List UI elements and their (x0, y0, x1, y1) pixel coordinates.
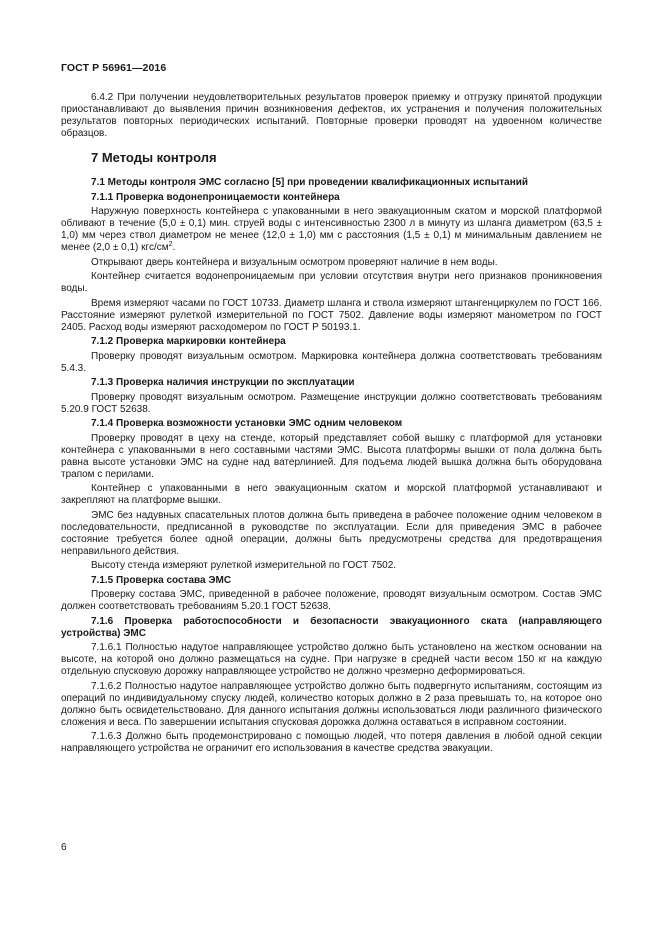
paragraph-7-1-4-b: Контейнер с упакованными в него эвакуационным скатом и морской платформой устанавливают и закрепляют на платформе вышки. (61, 483, 602, 506)
paragraph-7-1-6-2: 7.1.6.2 Полностью надутое направляющее устройство должно быть подвергнуто испытаниям, состоящим из операций по индивидуальному спуску людей, количество которых должно в 2 раза превышать то, на которое оно должно быть освидетельствовано. Для данного испытания должны использоваться люди различного физического сложения и веса. По завершении испытания спусковая дорожка должна оставаться в исправном состоянии. (61, 680, 602, 728)
paragraph-7-1-1-b: Открывают дверь контейнера и визуальным осмотром проверяют наличие в нем воды. (91, 256, 498, 268)
paragraph-7-1-4-d: Высоту стенда измеряют рулеткой измерительной по ГОСТ 7502. (91, 560, 397, 571)
paragraph-7-1-3: Проверку проводят визуальным осмотром. Размещение инструкции должно соответствовать требованиям 5.20.9 ГОСТ 52638. (61, 391, 602, 415)
heading-7-1-1: 7.1.1 Проверка водонепроницаемости контейнера (91, 191, 340, 203)
paragraph-7-1-6-3: 7.1.6.3 Должно быть продемонстрировано с помощью людей, что потеря давления в любой одной секции направляющего устройства не ограничит его использования в качестве средства эвакуации. (61, 731, 602, 754)
paragraph-7-1-5: Проверку состава ЭМС, приведенной в рабочее положение, проводят визуальным осмотром. Состав ЭМС должен соответствовать требованиям 5.20.1 ГОСТ 52638. (61, 589, 602, 612)
paragraph-7-1-1-d: Время измеряют часами по ГОСТ 10733. Диаметр шланга и ствола измеряют штангенциркулем по ГОСТ 166. Расстояние измеряют рулеткой измерительной по ГОСТ 7502. Давление воды измеряют манометром по ГОСТ 2405. Расход воды измеряют расходомером по ГОСТ Р 50193.1. (61, 297, 602, 333)
page-number: 6 (61, 842, 67, 853)
paragraph-6-4-2: 6.4.2 При получении неудовлетворительных результатов проверок приемку и отгрузку принятой продукции приостанавливают до выявления причин возникновения дефектов, их устранения и получения положительных результатов повторных периодических испытаний. Повторные проверки проводят на удвоенном количестве образцов. (61, 92, 602, 139)
paragraph-7-1-6-1: 7.1.6.1 Полностью надутое направляющее устройство должно быть установлено на жестком основании на высоте, на которой оно должно размещаться на судне. При нагрузке в средней части весом 150 кг на каждую отдельную спусковую дорожку направляющее устройство не должно чрезмерно деформироваться. (61, 642, 602, 677)
heading-7-1: 7.1 Методы контроля ЭМС согласно [5] при проведении квалификационных испытаний (91, 177, 529, 188)
heading-7-1-4: 7.1.4 Проверка возможности установки ЭМС одним человеком (91, 418, 403, 429)
paragraph-7-1-4-c: ЭМС без надувных спасательных плотов должна быть приведена в рабочее положение одним человеком в последовательности, предписанной в руководстве по эксплуатации. Если для приведения ЭМС в рабочее состояние требуется более одной операции, должны быть предусмотрены средства для предотвращения неправильного действия. (61, 509, 602, 557)
document-body (61, 92, 602, 758)
heading-7-1-6: 7.1.6 Проверка работоспособности и безопасности эвакуационного ската (направляющего устройства) ЭМС (61, 615, 602, 639)
superscript-2: 2 (168, 241, 173, 248)
section-title: 7 Методы контроля (91, 150, 217, 165)
paragraph-7-1-1-c: Контейнер считается водонепроницаемым при условии отсутствия внутри него признаков проникновения воды. (61, 271, 602, 294)
paragraph-7-1-1-a-end: . (172, 242, 176, 253)
heading-7-1-2: 7.1.2 Проверка маркировки контейнера (91, 336, 286, 347)
paragraph-7-1-1-a-text: Наружную поверхность контейнера с упакованными в него эвакуационным скатом и морской платформой обливают в течение (5,0 ± 0,1) мин. струей воды с интенсивностью 2300 л в минуту из шланга диаметром (63,5 ± 1,0) мм через ствол диаметром не менее (12,0 ± 1,0) мм с расстояния (1,5 ± 0,1) м минимальным давлением не менее (2,0 ± 0,1) кгс/см (61, 206, 602, 253)
paragraph-7-1-4-a: Проверку проводят в цеху на стенде, который представляет собой вышку с платформой для установки контейнера с упакованными в него составными частями ЭМС. Высота платформы вышки от пола должна быть равна высоте установки ЭМС на судне над ватерлинией. Для подъема людей вышка должна быть оборудована трапом с перилами. (61, 432, 602, 480)
paragraph-7-1-1-a (61, 206, 602, 254)
paragraph-7-1-2: Проверку проводят визуальным осмотром. Маркировка контейнера должна соответствовать требованиям 5.4.3. (61, 350, 602, 374)
heading-7-1-5: 7.1.5 Проверка состава ЭМС (91, 574, 232, 586)
document-header: ГОСТ Р 56961—2016 (61, 62, 167, 74)
heading-7-1-3: 7.1.3 Проверка наличия инструкции по эксплуатации (91, 377, 355, 388)
